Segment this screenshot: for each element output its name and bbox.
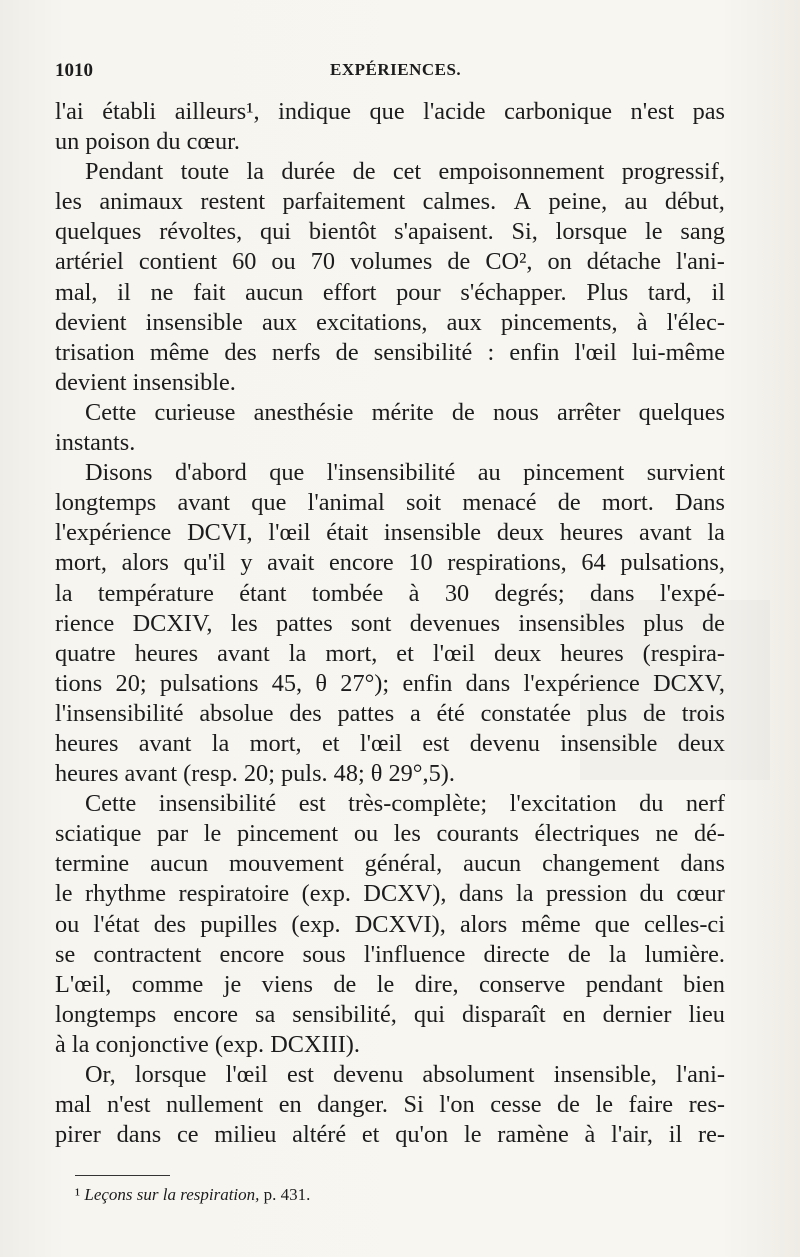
- text-line: mal n'est nullement en danger. Si l'on cesse de le faire res-: [55, 1091, 725, 1119]
- text-line: devient insensible.: [55, 368, 236, 396]
- text-line: Cette curieuse anesthésie mérite de nous arrêter quelques: [85, 398, 725, 426]
- footnote-marker: ¹: [75, 1185, 81, 1204]
- text-line: mal, il ne fait aucun effort pour s'échapper. Plus tard, il: [55, 278, 725, 306]
- footnote-title: Leçons sur la respiration,: [84, 1185, 260, 1204]
- text-line: la température étant tombée à 30 degrés; dans l'expé-: [55, 579, 725, 607]
- text-line: quatre heures avant la mort, et l'œil deux heures (respira-: [55, 639, 725, 667]
- text-line: tions 20; pulsations 45, θ 27°); enfin dans l'expérience DCXV,: [55, 669, 725, 697]
- text-line: le rhythme respiratoire (exp. DCXV), dans la pression du cœur: [55, 880, 725, 908]
- text-line: l'insensibilité absolue des pattes a été constatée plus de trois: [55, 699, 725, 727]
- text-line: trisation même des nerfs de sensibilité : enfin l'œil lui-même: [55, 338, 725, 366]
- text-line: l'ai établi ailleurs¹, indique que l'acide carbonique n'est pas: [55, 98, 725, 125]
- page-number: 1010: [55, 60, 93, 81]
- text-line: ou l'état des pupilles (exp. DCXVI), alors même que celles-ci: [55, 910, 725, 938]
- text-line: mort, alors qu'il y avait encore 10 respirations, 64 pulsations,: [55, 549, 725, 577]
- text-line: longtemps avant que l'animal soit menacé de mort. Dans: [55, 489, 725, 517]
- text-line: termine aucun mouvement général, aucun changement dans: [55, 850, 725, 878]
- text-line: Disons d'abord que l'insensibilité au pincement survient: [85, 459, 725, 487]
- text-line: longtemps encore sa sensibilité, qui disparaît en dernier lieu: [55, 1000, 725, 1028]
- footnote: [75, 1185, 310, 1205]
- text-line: Cette insensibilité est très-complète; l'excitation du nerf: [85, 790, 725, 818]
- body-text: [55, 97, 725, 1150]
- footnote-ref: p. 431.: [263, 1185, 311, 1204]
- text-line: pirer dans ce milieu altéré et qu'on le ramène à l'air, il re-: [55, 1121, 725, 1149]
- page-header: [55, 60, 730, 90]
- text-line: quelques révoltes, qui bientôt s'apaisent. Si, lorsque le sang: [55, 218, 725, 246]
- text-line: les animaux restent parfaitement calmes. A peine, au début,: [55, 188, 725, 216]
- text-line: artériel contient 60 ou 70 volumes de CO², on détache l'ani-: [55, 248, 725, 276]
- text-line: sciatique par le pincement ou les courants électriques ne dé-: [55, 820, 725, 848]
- text-line: heures avant (resp. 20; puls. 48; θ 29°,5).: [55, 760, 455, 788]
- text-line: L'œil, comme je viens de le dire, conserve pendant bien: [55, 970, 725, 998]
- text-line: un poison du cœur.: [55, 128, 240, 156]
- footnote-rule: [75, 1175, 170, 1176]
- text-line: Pendant toute la durée de cet empoisonnement progressif,: [85, 158, 725, 186]
- text-line: devient insensible aux excitations, aux pincements, à l'élec-: [55, 308, 725, 336]
- text-line: à la conjonctive (exp. DCXIII).: [55, 1030, 360, 1058]
- text-line: l'expérience DCVI, l'œil était insensible deux heures avant la: [55, 519, 725, 547]
- text-line: heures avant la mort, et l'œil est devenu insensible deux: [55, 729, 725, 757]
- text-line: se contractent encore sous l'influence directe de la lumière.: [55, 940, 725, 968]
- text-line: rience DCXIV, les pattes sont devenues insensibles plus de: [55, 609, 725, 637]
- running-title: EXPÉRIENCES.: [330, 60, 462, 79]
- text-line: instants.: [55, 429, 136, 457]
- text-line: Or, lorsque l'œil est devenu absolument insensible, l'ani-: [85, 1061, 725, 1088]
